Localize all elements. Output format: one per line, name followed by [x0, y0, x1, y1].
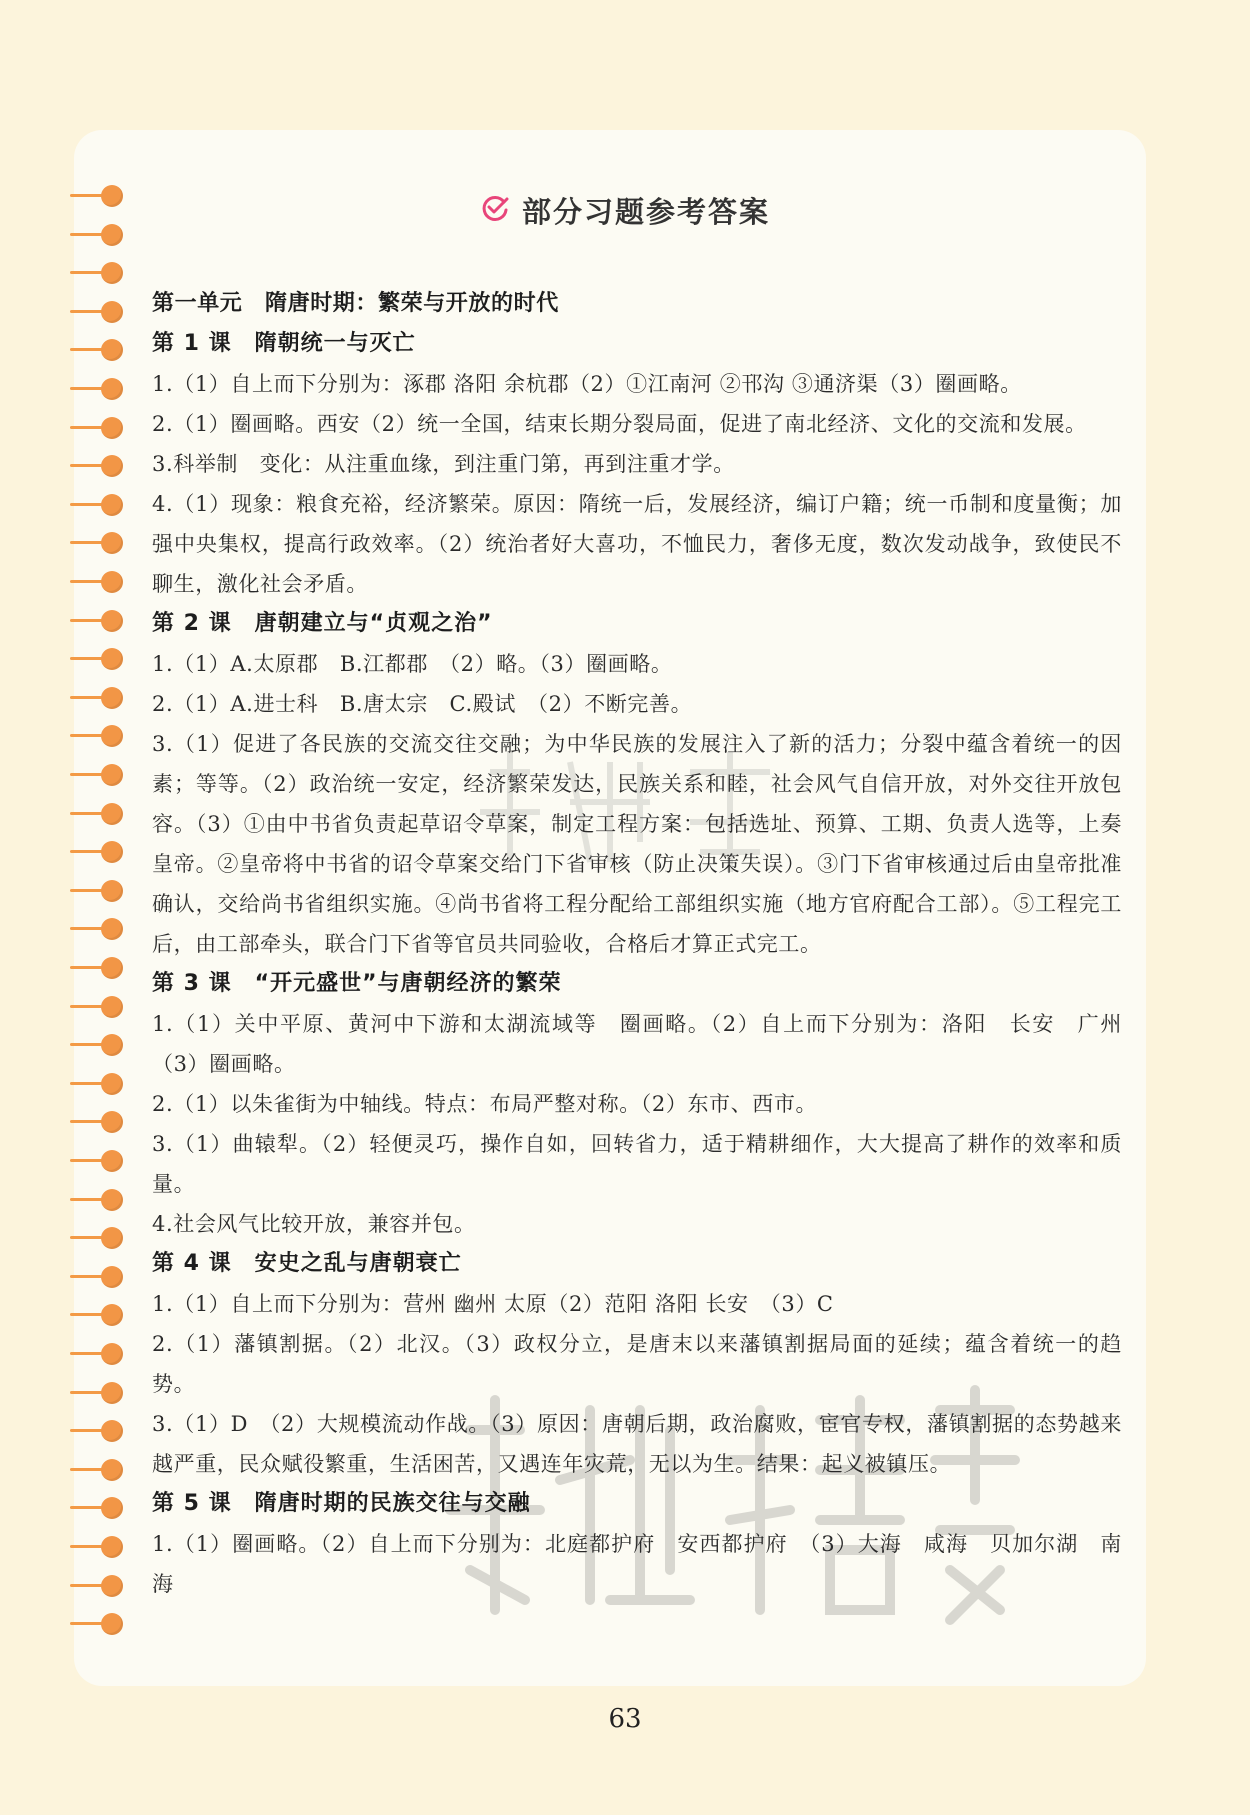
spiral-ring: [60, 1304, 120, 1326]
spiral-ring: [60, 532, 120, 554]
answer-paragraph: 2.（1）A.进士科 B.唐太宗 C.殿试 （2）不断完善。: [152, 692, 693, 716]
answer-paragraph: 2.（1）圈画略。西安（2）统一全国，结束长期分裂局面，促进了南北经济、文化的交流和发展。: [152, 412, 1087, 436]
page-title: [0, 190, 1250, 231]
lesson-heading: 第 3 课 “开元盛世”与唐朝经济的繁荣: [152, 971, 562, 996]
spiral-ring: [60, 1073, 120, 1095]
answer-paragraph: 1.（1）关中平原、黄河中下游和太湖流域等 圈画略。（2）自上而下分别为：洛阳 长安 广州（3）圈画略。: [152, 1012, 1122, 1076]
spiral-ring: [60, 455, 120, 477]
spiral-ring: [60, 1227, 120, 1249]
answer-paragraph: 4.社会风气比较开放，兼容并包。: [152, 1212, 476, 1236]
spiral-ring: [60, 1536, 120, 1558]
check-circle-icon: [480, 193, 510, 230]
page-number: 63: [608, 1704, 642, 1734]
answer-paragraph: 1.（1）自上而下分别为：涿郡 洛阳 余杭郡（2）①江南河 ②邗沟 ③通济渠（3）圈画略。: [152, 372, 1022, 396]
spiral-ring: [60, 1266, 120, 1288]
spiral-ring: [60, 725, 120, 747]
spiral-ring: [60, 301, 120, 323]
spiral-ring: [60, 262, 120, 284]
spiral-ring: [60, 1150, 120, 1172]
answer-content: [152, 284, 1122, 1604]
spiral-ring: [60, 803, 120, 825]
spiral-ring: [60, 1111, 120, 1133]
spiral-ring: [60, 996, 120, 1018]
watermark-small: [470, 742, 830, 882]
answer-paragraph: 4.（1）现象：粮食充裕，经济繁荣。原因：隋统一后，发展经济，编订户籍；统一币制和度量衡；加强中央集权，提高行政效率。（2）统治者好大喜功，不恤民力，奢侈无度，数次发动战争，致使民不聊生，激化社会矛盾。: [152, 492, 1122, 596]
spiral-ring: [60, 1034, 120, 1056]
unit-heading: 第一单元 隋唐时期：繁荣与开放的时代: [152, 291, 559, 316]
lesson-heading: 第 5 课 隋唐时期的民族交往与交融: [152, 1491, 531, 1516]
spiral-ring: [60, 1382, 120, 1404]
spiral-ring: [60, 378, 120, 400]
spiral-ring: [60, 1459, 120, 1481]
answer-paragraph: 1.（1）圈画略。（2）自上而下分别为：北庭都护府 安西都护府 （3）大海 咸海 贝加尔湖 南海: [152, 1532, 1122, 1596]
answer-paragraph: 2.（1）以朱雀街为中轴线。特点：布局严整对称。（2）东市、西市。: [152, 1092, 818, 1116]
lesson-heading: 第 4 课 安史之乱与唐朝衰亡: [152, 1251, 462, 1276]
spiral-ring: [60, 610, 120, 632]
answer-paragraph: 3.科举制 变化：从注重血缘，到注重门第，再到注重才学。: [152, 452, 735, 476]
spiral-ring: [60, 687, 120, 709]
spiral-ring: [60, 1575, 120, 1597]
spiral-ring: [60, 957, 120, 979]
spiral-ring: [60, 648, 120, 670]
answer-paragraph: 3.（1）曲辕犁。（2）轻便灵巧，操作自如，回转省力，适于精耕细作，大大提高了耕作的效率和质量。: [152, 1132, 1122, 1196]
answer-paragraph: 3.（1）促进了各民族的交流交往交融；为中华民族的发展注入了新的活力；分裂中蕴含着统一的因素；等等。（2）政治统一安定，经济繁荣发达，民族关系和睦，社会风气自信开放，对外交往开放包容。（3）①由中书省负责起草诏令草案，制定工程方案：包括选址、预算、工期、负责人选等，上奏皇帝。②皇帝将中书省的诏令草案交给门下省审核（防止决策失误）。③门下省审核通过后由皇帝批准确认，交给尚书省组织实施。④尚书省将工程分配给工部组织实施（地方官府配合工部）。⑤工程完工后，由工部牵头，联合门下省等官员共同验收，合格后才算正式完工。: [152, 732, 1122, 956]
spiral-ring: [60, 1420, 120, 1442]
spiral-ring: [60, 880, 120, 902]
lesson-heading: 第 1 课 隋朝统一与灭亡: [152, 331, 416, 356]
spiral-ring: [60, 764, 120, 786]
answer-paragraph: 1.（1）A.太原郡 B.江都郡 （2）略。（3）圈画略。: [152, 652, 673, 676]
spiral-ring: [60, 1497, 120, 1519]
spiral-ring: [60, 841, 120, 863]
answer-paragraph: 3.（1）D （2）大规模流动作战。（3）原因：唐朝后期，政治腐败，宦官专权，藩镇割据的态势越来越严重，民众赋役繁重，生活困苦，又遇连年灾荒，无以为生。结果：起义被镇压。: [152, 1412, 1122, 1476]
spiral-ring: [60, 1343, 120, 1365]
spiral-ring: [60, 1613, 120, 1635]
spiral-ring: [60, 1189, 120, 1211]
spiral-ring: [60, 339, 120, 361]
spiral-ring: [60, 918, 120, 940]
spiral-ring: [60, 571, 120, 593]
notebook-spiral: [60, 185, 130, 1665]
spiral-ring: [60, 417, 120, 439]
answer-paragraph: 1.（1）自上而下分别为：营州 幽州 太原（2）范阳 洛阳 长安 （3）C: [152, 1292, 834, 1316]
page-title-text: 部分习题参考答案: [521, 195, 770, 229]
lesson-heading: 第 2 课 唐朝建立与“贞观之治”: [152, 611, 493, 636]
answer-paragraph: 2.（1）藩镇割据。（2）北汉。（3）政权分立，是唐末以来藩镇割据局面的延续；蕴含着统一的趋势。: [152, 1332, 1122, 1396]
spiral-ring: [60, 494, 120, 516]
